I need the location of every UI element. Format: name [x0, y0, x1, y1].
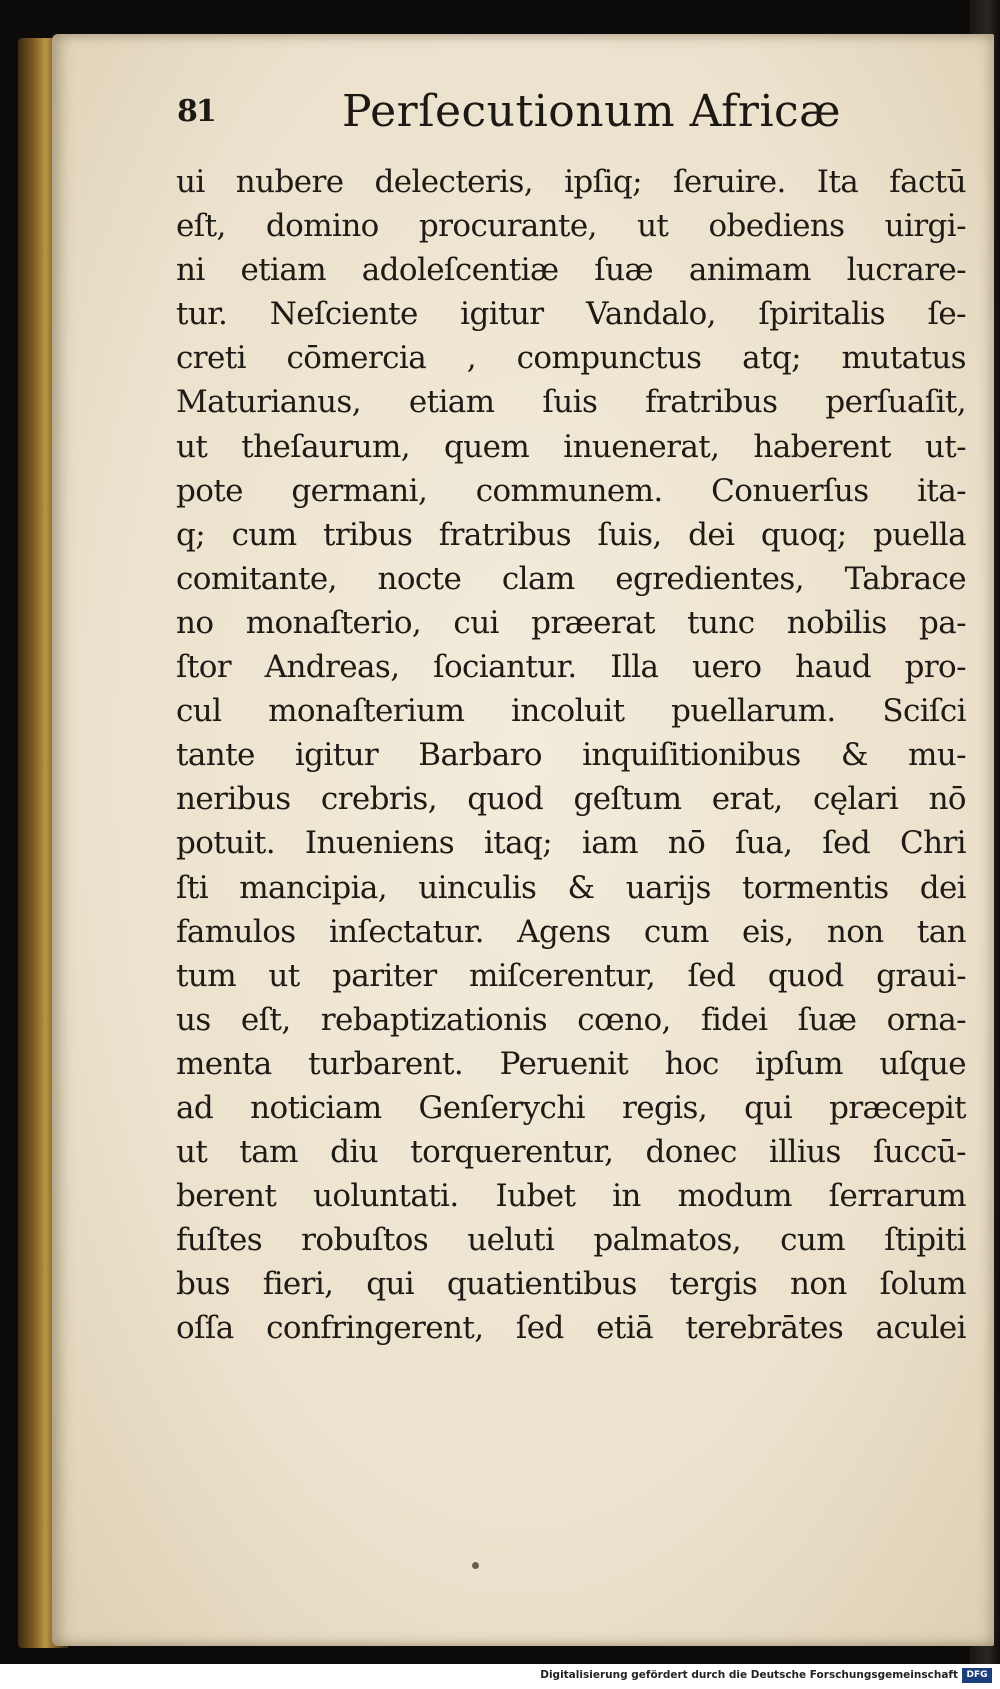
text-line: tante igitur Barbaro inquiſitionibus & mu- — [176, 737, 966, 774]
text-line: ut theſaurum, quem inuenerat, haberent ut- — [176, 428, 966, 465]
footer-credit: Digitalisierung gefördert durch die Deutsche Forschungsgemeinschaft — [540, 1669, 958, 1681]
text-line: eſt, domino procurante, ut obediens uirgi- — [176, 208, 966, 245]
text-line: menta turbarent. Peruenit hoc ipſum uſque — [176, 1045, 966, 1082]
text-line: comitante, nocte clam egredientes, Tabrace — [176, 560, 966, 597]
text-line: creti cōmercia , compunctus atq; mutatus — [176, 340, 966, 377]
text-line: no monaſterio, cui præerat tunc nobilis pa- — [176, 604, 966, 641]
page-header — [52, 80, 994, 160]
page-number: 81 — [177, 94, 215, 129]
dfg-logo-icon: DFG — [962, 1668, 992, 1683]
text-line: bus fieri, qui quatientibus tergis non ſolum — [176, 1266, 966, 1303]
text-line: fuſtes robuſtos ueluti palmatos, cum ſtipiti — [176, 1222, 966, 1259]
book-page — [52, 34, 994, 1646]
text-line: Maturianus, etiam ſuis fratribus perſuaſit, — [176, 384, 966, 421]
text-line: neribus crebris, quod geſtum erat, cęlari nō — [176, 781, 966, 818]
body-text — [176, 160, 966, 1351]
text-line: pote germani, communem. Conuerſus ita- — [176, 472, 966, 509]
running-title: Perſecutionum Africæ — [342, 86, 842, 137]
text-line: tur. Neſciente igitur Vandalo, ſpiritalis ſe- — [176, 296, 966, 333]
text-line: oſſa confringerent, ſed etiā terebrātes aculei — [176, 1310, 966, 1347]
text-line: us eſt, rebaptizationis cœno, fidei ſuæ orna- — [176, 1001, 966, 1038]
text-line: famulos inſectatur. Agens cum eis, non tan — [176, 913, 966, 950]
text-line: q; cum tribus fratribus ſuis, dei quoq; puella — [176, 516, 966, 553]
text-line: cul monaſterium incoluit puellarum. Sciſci — [176, 693, 966, 730]
text-line: ut tam diu torquerentur, donec illius ſuccū- — [176, 1134, 966, 1171]
text-line: ad noticiam Genſerychi regis, qui præcepit — [176, 1089, 966, 1126]
text-line: potuit. Inueniens itaq; iam nō ſua, ſed Chri — [176, 825, 966, 862]
text-line: ſti mancipia, uinculis & uarijs tormentis dei — [176, 869, 966, 906]
text-line: ui nubere delecteris, ipſiq; ſeruire. Ita factū — [176, 164, 966, 200]
page-mark — [472, 1562, 479, 1569]
text-line: berent uoluntati. Iubet in modum ſerrarum — [176, 1178, 966, 1215]
digitization-footer — [0, 1664, 1000, 1689]
text-line: tum ut pariter miſcerentur, ſed quod graui- — [176, 957, 966, 994]
text-line: ni etiam adoleſcentiæ ſuæ animam lucrare- — [176, 252, 966, 289]
text-line: ſtor Andreas, ſociantur. Illa uero haud pro- — [176, 649, 966, 686]
